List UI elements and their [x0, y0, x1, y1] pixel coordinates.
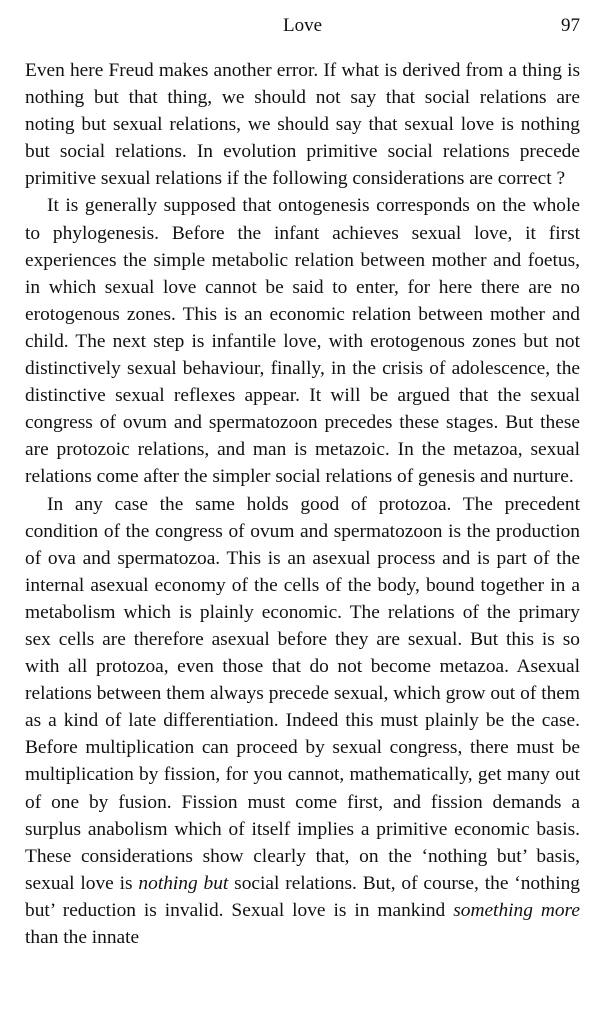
paragraph-3-text-part-1: In any case the same holds good of protozoa. The precedent condition of the congress of ovum and spermatozoon is the production of ova and spermatozoa. This is an asexual process and is part of the internal asexual economy of the cells of the body, bound together in a metabolism which is plainly economic. The relations of the primary sex cells are therefore asexual before they are sexual. But this is so with all protozoa, even those that do not become metazoa. Asexual relations between them always precede sexual, which grow out of them as a kind of late differentiation. Indeed this must plainly be the case. Before multiplication can proceed by sexual congress, there must be multiplication by fission, for you cannot, mathematically, get many out of one by fusion. Fission must come first, and fission demands a surplus anabolism which of itself implies a primitive economic basis. These considerations show clearly that, on the ‘nothing but’ basis, sexual love is [25, 493, 580, 894]
body-text [25, 57, 580, 951]
paragraph-protozoa [25, 491, 580, 952]
running-title: Love [282, 15, 323, 36]
paragraph-3-text-part-2: social relations. But, of course, the ‘nothing but’ reduction is invalid. Sexual love is in mankind [25, 872, 580, 921]
italic-nothing-but: nothing but [138, 872, 229, 894]
page-number: 97 [561, 15, 580, 36]
paragraph-1-text: Even here Freud makes another error. If what is derived from a thing is nothing but that thing, we should not say that social relations are noting but sexual relations, we should say that sexual love is nothing but social relations. In evolution primitive social relations precede primitive sexual relations if the following considerations are correct ? [25, 60, 580, 190]
italic-something-more: something more [453, 899, 580, 921]
paragraph-2-text: It is generally supposed that ontogenesis corresponds on the whole to phylogenesis. Before the infant achieves sexual love, it first experiences the simple metabolic relation between mother and foetus, in which sexual love cannot be said to enter, for here there are no erotogenous zones. This is an economic relation between mother and child. The next step is infantile love, with erotogenous zones but not distinctively sexual behaviour, finally, in the crisis of adolescence, the distinctive sexual reflexes appear. It will be argued that the sexual congress of ovum and spermatozoon precedes these stages. But these are protozoic relations, and man is metazoic. In the metazoa, sexual relations come after the simpler social relations of genesis and nurture. [25, 195, 580, 488]
paragraph-freud-error [25, 57, 580, 192]
running-header [25, 12, 580, 46]
paragraph-ontogenesis [25, 192, 580, 490]
paragraph-3-text-part-3: than the innate [25, 927, 140, 948]
book-page [25, 12, 580, 951]
